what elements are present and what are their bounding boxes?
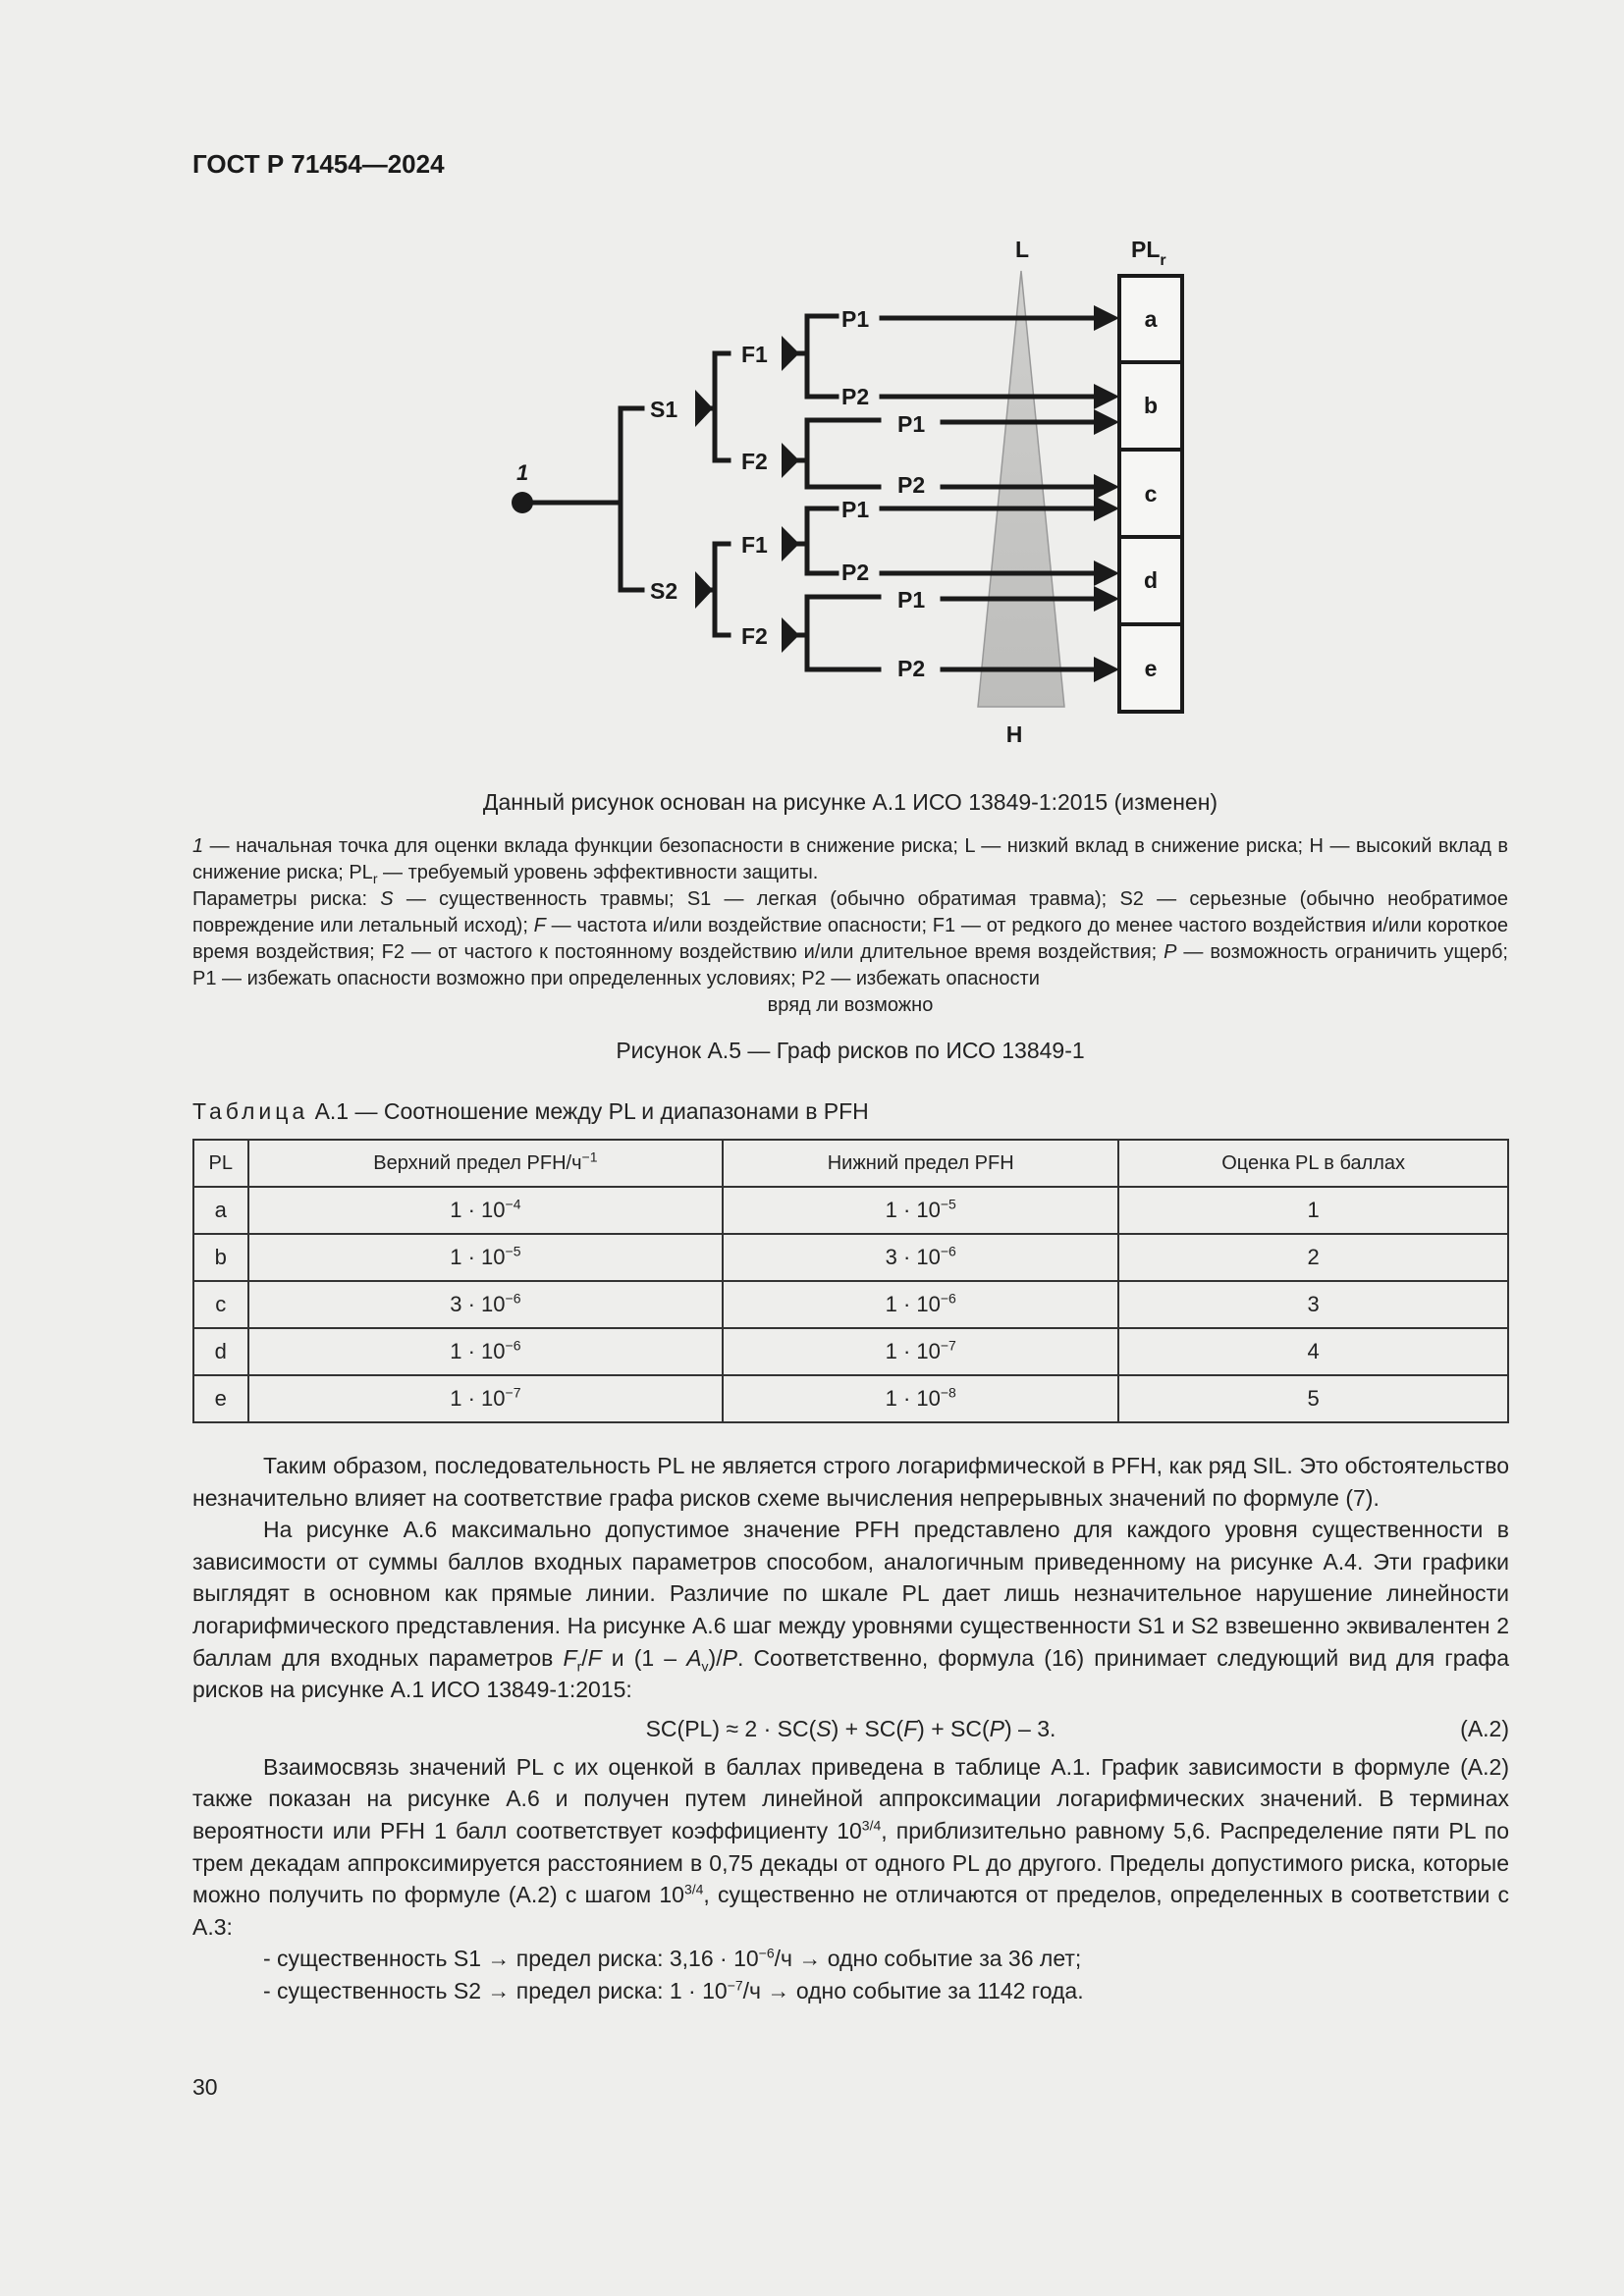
list-item: - существенность S2 → предел риска: $1 \cdot 10^{-7}/ч$ → одно событие за 1142 года. — [263, 1977, 1084, 2003]
risk-limit-list — [192, 1943, 1509, 2006]
cell-lower: $1 \cdot 10^{-8}$ — [723, 1375, 1118, 1422]
figure-legend — [192, 833, 1508, 1019]
decision-marker — [782, 443, 799, 478]
plr-label: $PL_r$ — [1131, 237, 1166, 269]
frequency-label: F1 — [741, 532, 768, 558]
page-number: 30 — [192, 2074, 218, 2100]
cell-upper: $1 \cdot 10^{-6}$ — [248, 1328, 724, 1375]
risk-graph-diagram — [0, 0, 1624, 785]
decision-marker — [695, 571, 713, 609]
arrowhead — [1094, 384, 1119, 409]
arrowhead — [1094, 409, 1119, 435]
cell-upper: $1 \cdot 10^{-5}$ — [248, 1234, 724, 1281]
paragraph: Таким образом, последовательность PL не является строго логарифмической в PFH, как ряд SIL. Это обстоятельство незначительно влияет на соответствие графа рисков схеме вычисления непрерывных значений по формуле (7). — [192, 1453, 1509, 1511]
severity-label-s2: S2 — [650, 578, 678, 604]
pl-pfh-table — [192, 1139, 1509, 1423]
possibility-label: P2 — [897, 656, 926, 681]
pl-level-label: c — [1144, 481, 1158, 507]
frequency-label: F2 — [741, 623, 768, 649]
cell-lower: $1 \cdot 10^{-5}$ — [723, 1187, 1118, 1234]
cell-upper: $1 \cdot 10^{-4}$ — [248, 1187, 724, 1234]
arrowhead — [1094, 561, 1119, 586]
decision-marker — [782, 526, 799, 561]
cell-pl: e — [193, 1375, 248, 1422]
cell-pl: b — [193, 1234, 248, 1281]
arrowhead — [1094, 657, 1119, 682]
paragraph: Взаимосвязь значений PL с их оценкой в баллах приведена в таблице А.1. График зависимости в формуле (А.2) также показан на рисунке А.6 и получен путем линейной аппроксимации логарифмических значений. В терминах вероятности или PFH 1 балл соответствует коэффициенту $10^{3/4}$, приблизительно равному 5,6. Распределение пяти PL по трем декадам аппроксимируется расстоянием в 0,75 декады от одного PL до другого. Пределы допустимого риска, которые можно получить по формуле (А.2) с шагом $10^{3/4}$, существенно не отличаются от пределов, определенных в соответствии с А.3: — [192, 1753, 1509, 1940]
pl-level-label: a — [1144, 306, 1158, 332]
pl-level-label: d — [1143, 567, 1159, 593]
cell-score: 4 — [1118, 1328, 1508, 1375]
possibility-label: P1 — [897, 411, 926, 437]
table-row — [193, 1281, 1508, 1328]
possibility-label: P2 — [897, 472, 926, 498]
cell-score: 2 — [1118, 1234, 1508, 1281]
table-row — [193, 1375, 1508, 1422]
cell-pl: d — [193, 1328, 248, 1375]
start-label: 1 — [516, 460, 529, 485]
pl-level-label: b — [1143, 393, 1159, 418]
cell-lower: $3 \cdot 10^{-6}$ — [723, 1234, 1118, 1281]
decision-marker — [782, 336, 799, 371]
axis-label-l: L — [1014, 237, 1030, 262]
table-row — [193, 1328, 1508, 1375]
figure-caption: Рисунок А.5 — Граф рисков по ИСО 13849-1 — [616, 1038, 1085, 1063]
paragraph: На рисунке А.6 максимально допустимое значение PFH представлено для каждого уровня существенности в зависимости от суммы баллов входных параметров способом, аналогичным приведенному на рисунке А.4. Эти графики выглядят в основном как прямые линии. Различие по шкале PL дает лишь незначительное нарушение линейности логарифмического представления. На рисунке А.6 шаг между уровнями существенности S1 и S2 взвешенно эквивалентен 2 баллам для входных параметров $F_r/F$ и $(1 - A_v)/P$. Соответственно, формула (16) принимает следующий вид для графа рисков на рисунке А.1 ИСО 13849-1:2015: — [192, 1517, 1509, 1703]
header-upper: Верхний предел PFH/$ч^{-1}$ — [248, 1140, 724, 1187]
legend-parameters-end: вряд ли возможно — [767, 994, 934, 1016]
start-point — [512, 492, 533, 513]
decision-marker — [782, 617, 799, 653]
cell-score: 3 — [1118, 1281, 1508, 1328]
axis-label-h: H — [1005, 721, 1023, 747]
possibility-label: P1 — [897, 587, 926, 613]
cell-upper: $3 \cdot 10^{-6}$ — [248, 1281, 724, 1328]
formula-a2 — [192, 1706, 1509, 1751]
possibility-label: P1 — [841, 497, 870, 522]
body-text — [192, 1450, 1509, 2007]
cell-upper: $1 \cdot 10^{-7}$ — [248, 1375, 724, 1422]
arrowhead — [1094, 305, 1119, 331]
header-score: Оценка PL в баллах — [1118, 1140, 1508, 1187]
table-title: Таблица А.1 — Соотношение между PL и диапазонами в PFH — [192, 1098, 869, 1124]
cell-lower: $1 \cdot 10^{-6}$ — [723, 1281, 1118, 1328]
cell-pl: a — [193, 1187, 248, 1234]
arrowhead — [1094, 474, 1119, 500]
formula-expression: SC(PL) ≈ 2 · SC(S) + SC(F) + SC(P) – 3. — [645, 1715, 1056, 1741]
formula-number: (А.2) — [1460, 1715, 1509, 1741]
table-row — [193, 1234, 1508, 1281]
table-row — [193, 1187, 1508, 1234]
list-item: - существенность S1 → предел риска: $3,16 \cdot 10^{-6}/ч$ → одно событие за 36 лет; — [263, 1945, 1082, 1972]
table-header-row — [193, 1140, 1508, 1187]
cell-lower: $1 \cdot 10^{-7}$ — [723, 1328, 1118, 1375]
arrowhead — [1094, 586, 1119, 612]
possibility-label: P2 — [841, 384, 870, 409]
cell-score: 5 — [1118, 1375, 1508, 1422]
severity-label-s1: S1 — [650, 397, 678, 422]
arrowhead — [1094, 496, 1119, 521]
decision-marker — [695, 390, 713, 427]
header-lower: Нижний предел PFH — [723, 1140, 1118, 1187]
legend-parameters: Параметры риска: S — существенность травмы; S1 — легкая (обычно обратимая травма); S2 — серьезные (обычно необратимое повреждение или летальный исход); F — частота и/или воздействие опасности; F1 — от редкого до менее частого воздействия и/или короткое время воздействия; F2 — от частого к постоянному воздействию и/или длительное время воздействия; P — возможность ограничить ущерб; P1 — избежать опасности возможно при определенных условиях; P2 — избежать опасности — [192, 888, 1508, 989]
legend-key: 1 — начальная точка для оценки вклада функции безопасности в снижение риска; L — низкий вклад в снижение риска; H — высокий вклад в снижение риска; $PL_r$ — требуемый уровень эффективности защиты. — [192, 835, 1508, 886]
possibility-label: P1 — [841, 306, 870, 332]
figure-source-note: Данный рисунок основан на рисунке А.1 ИСО 13849-1:2015 (изменен) — [482, 789, 1218, 815]
cell-score: 1 — [1118, 1187, 1508, 1234]
possibility-label: P2 — [841, 560, 870, 585]
cell-pl: c — [193, 1281, 248, 1328]
frequency-label: F1 — [741, 342, 768, 367]
pl-level-label: e — [1144, 656, 1158, 681]
frequency-label: F2 — [741, 449, 768, 474]
header-pl: PL — [193, 1140, 248, 1187]
document-header: ГОСТ Р 71454—2024 — [192, 149, 445, 179]
